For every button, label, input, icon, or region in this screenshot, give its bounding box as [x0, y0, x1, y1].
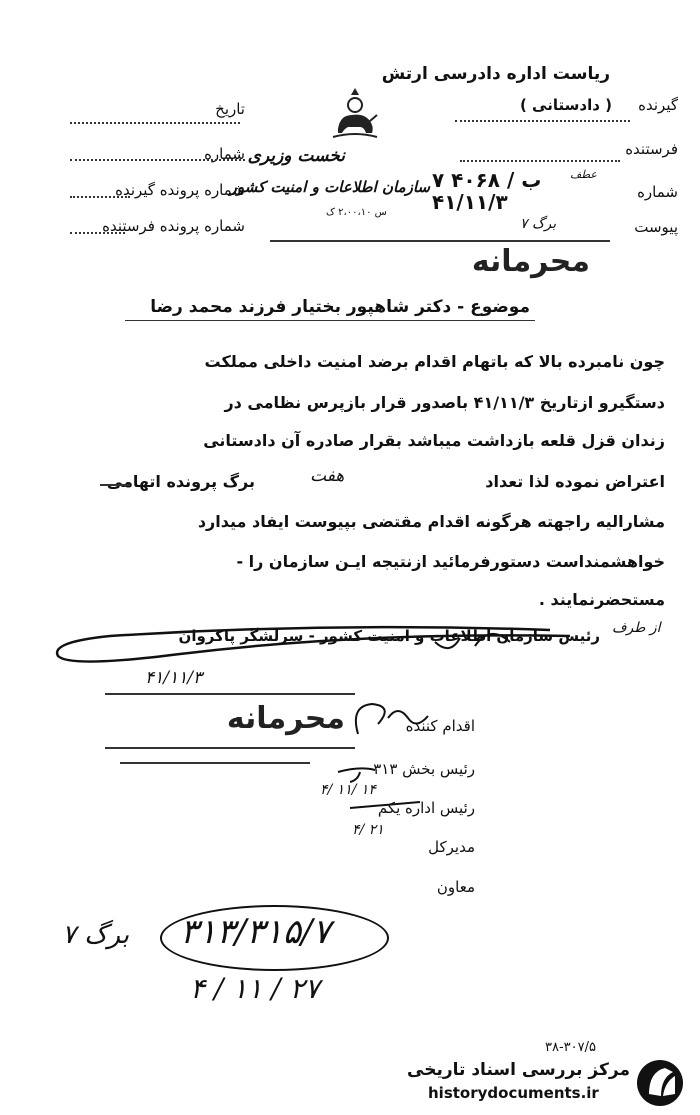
classification-stamp-bottom	[105, 693, 355, 749]
classification-bottom-text: محرمانه	[226, 701, 345, 736]
body-line-3: زندان قزل قلعه بازداشت میباشد بقرار صادره آن دادستانی	[203, 431, 665, 450]
header-title: ریاست اداره دادرسی ارتش	[381, 64, 610, 84]
routing-section-head: رئیس بخش ۳۱۳	[373, 760, 475, 778]
footer-website: historydocuments.ir	[428, 1084, 599, 1102]
body-line-1: چون نامبرده بالا که باتهام اقدام برضد امنیت داخلی مملکت	[204, 352, 665, 371]
recipient-label: گیرنده	[638, 96, 678, 114]
handwritten-file-number: ۳۱۳/۳۱۵/۷	[180, 912, 331, 952]
routing-mark-date2: ۴/ ۲۱	[352, 822, 384, 838]
sender-file-line	[70, 232, 125, 234]
date-field-label: تاریخ	[215, 100, 245, 118]
handwritten-date: ۴ / ۱۱ / ۲۷	[190, 972, 320, 1005]
body-line-6: خواهشمنداست دستورفرمائید ازنتیجه ایـن سازمان را -	[236, 552, 665, 571]
sender-file-label: شماره پرونده فرستنده	[102, 217, 245, 235]
routing-mark-scribble	[330, 762, 450, 836]
routing-action-by: اقدام کننده	[405, 717, 475, 735]
letter-date: ۴۱/۱۱/۳	[432, 190, 508, 214]
recipient-file-line	[70, 196, 130, 198]
recipient-file-label: شماره پرونده گیرنده	[115, 181, 245, 199]
signature-date: ۴۱/۱۱/۳	[145, 668, 203, 688]
body-line-7: مستحضرنمایند .	[538, 590, 665, 609]
body-line-4a: اعتراض نموده لذا تعداد	[485, 472, 665, 491]
emblem-line1: نخست وزیری	[247, 146, 345, 166]
subject-line: موضوع - دکتر شاهپور بختیار فرزند محمد رضا	[150, 297, 530, 317]
handwritten-page-count: هفت	[310, 466, 345, 486]
routing-dept-head: رئیس اداره یکم	[377, 799, 475, 817]
signature-prefix: از طرف	[612, 620, 661, 636]
signature-line: رئیس سازمان اطلاعات و امنیت کشور - سرلشگر پاکروان	[178, 627, 600, 645]
handwritten-pages: ۷ برگ	[62, 920, 130, 950]
attachment-label: پیوست	[634, 218, 678, 236]
sender-line	[460, 160, 620, 162]
number-note: عطف	[570, 168, 597, 181]
number-label: شماره	[637, 183, 678, 201]
date-field-line	[70, 122, 240, 124]
attachment-value: ۷ برگ	[520, 216, 557, 232]
body-line-2: دستگیرو ازتاریخ ۴۱/۱۱/۳ باصدور قرار بازپرس نظامی در	[224, 393, 665, 412]
body-line-4-dash	[100, 484, 130, 486]
footer-org-name: مرکز بررسی اسناد تاریخی	[407, 1060, 630, 1080]
routing-deputy: معاون	[436, 878, 475, 896]
sender-label: فرستنده	[625, 140, 678, 158]
classification-stamp-top	[270, 240, 610, 284]
archive-logo-icon	[635, 1058, 685, 1108]
signature-scribble	[30, 612, 590, 676]
routing-mark-date1: ۴/ ۱۱/ ۱۴	[320, 782, 376, 798]
archive-code: ۳۸-۳۰۷/۵	[545, 1040, 596, 1055]
classification-top-text: محرمانه	[471, 244, 590, 279]
emblem-line3: س ۲،۰۰،۱۰ ک	[326, 207, 387, 218]
routing-director-general: مدیرکل	[428, 838, 475, 856]
number-field-label: شماره	[204, 145, 245, 163]
recipient-value: ( دادستانی )	[519, 96, 612, 114]
lion-sun-emblem	[330, 85, 380, 140]
number-field-line	[70, 159, 245, 161]
recipient-line	[455, 120, 630, 122]
body-line-5: مشارالیه راجهته هرگونه اقدام مقتضی بپیوست ایفاد میدارد	[197, 512, 665, 531]
emblem-line2: سازمان اطلاعات و امنیت کشور	[229, 178, 430, 196]
routing-divider	[120, 762, 310, 764]
letter-number: ۷ ب / ۴۰۶۸	[432, 168, 542, 192]
body-line-4b: برگ پرونده اتهامی	[106, 472, 255, 491]
subject-underline	[125, 320, 535, 321]
